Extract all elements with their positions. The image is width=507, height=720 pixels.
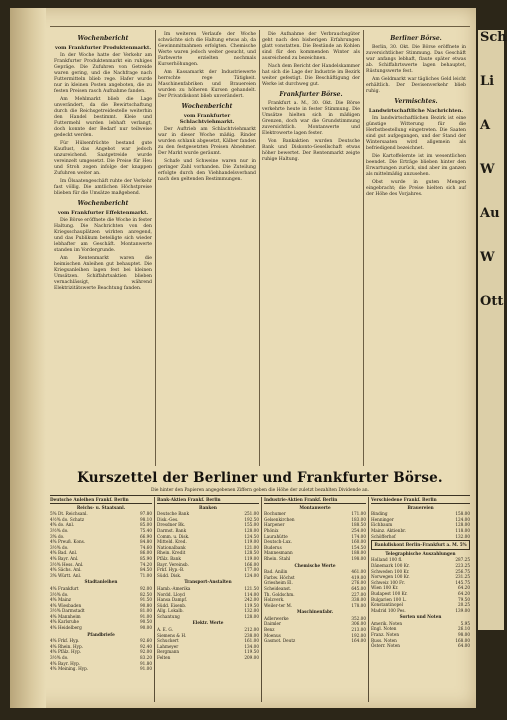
table-rule-vertical xyxy=(261,497,262,702)
table-section-title: Banken xyxy=(199,504,217,510)
security-name: Allg. Lokalb. xyxy=(157,608,184,614)
security-price: 183.00 xyxy=(351,516,366,522)
kurszettel-headline: Kurszettel der Berliner und Frankfurter Börse. xyxy=(77,470,443,486)
security-price: 119.50 xyxy=(244,649,259,655)
security-name: Mitteld. Kred. xyxy=(157,539,187,545)
stock-table-4 xyxy=(371,497,470,702)
security-price: 98.00 xyxy=(458,632,470,638)
security-name: Holland 100 fl. xyxy=(371,557,403,563)
adjacent-page-fragment: Sch xyxy=(480,30,507,45)
security-price: 75.40 xyxy=(140,527,152,533)
table-row xyxy=(264,603,366,609)
security-name: Henninger xyxy=(371,516,394,522)
security-price: 139.00 xyxy=(455,607,470,613)
section-heading: Berliner Börse. xyxy=(390,35,442,42)
table-header: Industrie-Aktien Frankf. Berlin xyxy=(264,497,366,504)
security-name: Bochumer xyxy=(264,511,286,517)
security-name: Amerik. Noten xyxy=(371,620,403,626)
security-price: 91.50 xyxy=(140,597,152,603)
article-paragraph: Nach dem Bericht der Handelskammer hat sich die Lage der Industrie im Bezirk weiter gefestigt. Die Beschäftigung der Werke ist durchweg gut. xyxy=(262,64,360,87)
security-price: 254.00 xyxy=(351,527,366,533)
security-name: Harpener xyxy=(264,522,285,528)
security-name: Schuckert xyxy=(157,638,179,644)
section-subheading: vom Frankfurter Produktenmarkt. xyxy=(54,45,152,51)
security-name: 4% do. Anl. xyxy=(50,522,75,528)
security-price: 174.00 xyxy=(351,533,366,539)
security-price: 251.00 xyxy=(244,511,259,517)
security-price: 81.00 xyxy=(140,608,152,614)
table-row xyxy=(371,643,470,649)
security-price: 223.25 xyxy=(455,562,470,568)
security-name: 3% do. xyxy=(50,533,65,539)
security-price: 82.50 xyxy=(140,591,152,597)
security-name: Phönix xyxy=(264,527,279,533)
table-section-title: Maschinenfabr. xyxy=(296,609,334,615)
security-price: 91.00 xyxy=(140,666,152,672)
security-price: 91.80 xyxy=(140,660,152,666)
security-name: Norwegen 100 Kr. xyxy=(371,574,410,580)
security-name: Siemens & H. xyxy=(157,632,187,638)
security-name: Deutsche Bank xyxy=(157,511,190,517)
security-price: 114.00 xyxy=(244,591,259,597)
stock-table-2 xyxy=(157,497,259,702)
security-price: 98.10 xyxy=(140,516,152,522)
security-name: Engl. Noten xyxy=(371,626,397,632)
stock-tables xyxy=(50,497,470,702)
article-paragraph: Im Ölsaatengeschäft ruhte der Verkehr fast völlig. Die amtlichen Höchstpreise blieben für die Umsätze maßgebend. xyxy=(54,179,152,196)
article-paragraph: Die Aufnahme der Verbrauchsgüter geht nach den bisherigen Erfahrungen glatt vonstatten. Die Bestände an Kohlen sind für den kommenden Winter als ausreichend zu bezeichnen. xyxy=(262,32,360,61)
security-price: 124.00 xyxy=(244,572,259,578)
security-price: 242.00 xyxy=(244,597,259,603)
article-paragraph: Am Rentenmarkt waren die heimischen Anleihen gut behauptet. Die Kriegsanleihen lagen fest bei kleinen Umsätzen. Schiffahrtsaktien blieben vernachlässigt, während Elektrizitätswerte Beachtung fanden. xyxy=(54,256,152,291)
security-price: 145.75 xyxy=(455,579,470,585)
security-name: Bad. Anilin xyxy=(264,569,288,575)
table-row xyxy=(371,534,470,540)
security-name: 4% Rhein. Hyp. xyxy=(50,643,84,649)
security-name: 4% Frankfurt xyxy=(50,585,79,591)
table-section-title: Pfandbriefe xyxy=(87,631,115,637)
security-price: 66.90 xyxy=(140,533,152,539)
security-name: Disk.-Ges. xyxy=(157,516,179,522)
security-name: Rhein. Kredit xyxy=(157,550,186,556)
security-price: 74.20 xyxy=(140,561,152,567)
security-price: 90.00 xyxy=(140,625,152,631)
security-name: Comm. u. Disk. xyxy=(157,533,190,539)
security-name: 4% Sächs. Anl. xyxy=(50,567,82,573)
security-name: 3½% Hess. Anl. xyxy=(50,561,84,567)
security-price: 124.00 xyxy=(455,516,470,522)
article-paragraph: Von Bankaktien wurden Deutsche Bank und Diskonto-Gesellschaft etwas höher bewertet. Der Rentenmarkt zeigte ruhige Haltung. xyxy=(262,139,360,162)
security-price: 84.50 xyxy=(140,567,152,573)
security-name: Südd. Disk. xyxy=(157,572,182,578)
security-name: Hamb.-Amerika xyxy=(157,585,191,591)
table-row xyxy=(264,638,366,644)
article-paragraph: Im landwirtschaftlichen Bezirk ist eine günstige Witterung für die Herbstbestellung eingetreten. Die Saaten sind gut aufgegangen, und der Stand der Wintersaaten wird allgemein als befriedigend bezeichnet. xyxy=(366,116,466,151)
table-row xyxy=(50,666,152,672)
security-name: 4% Heidelberg xyxy=(50,625,82,631)
table-rule-vertical xyxy=(368,497,369,702)
security-price: 231.25 xyxy=(455,574,470,580)
article-paragraph: Der Auftrieb am Schlachtviehmarkt war in dieser Woche mäßig. Rinder wurden schlank abgesetzt, Kälber fanden zu den festgesetzten Preisen Abnehmer. Der Markt wurde geräumt. xyxy=(158,127,256,156)
security-name: Benz xyxy=(264,627,275,633)
table-rule-vertical xyxy=(154,497,155,702)
security-price: 213.00 xyxy=(351,627,366,633)
security-price: 128.00 xyxy=(244,613,259,619)
security-name: Hansa Dampf. xyxy=(157,597,188,603)
article-paragraph: Im weiteren Verlaufe der Woche schwächte sich die Haltung etwas ab, da Gewinnmitnahmen erfolgten. Chemische Werte waren jedoch weiter gesucht, und Farbwerte erzielten nochmals Kurserhöhungen. xyxy=(158,32,256,67)
security-name: Franz. Noten xyxy=(371,632,400,638)
table-row xyxy=(50,625,152,631)
top-rule xyxy=(50,26,470,27)
security-price: 192.00 xyxy=(351,632,366,638)
security-name: Darmst. Bank xyxy=(157,527,187,533)
section-heading: Wochenbericht xyxy=(77,35,129,42)
table-row xyxy=(157,655,259,661)
security-price: 119.00 xyxy=(244,555,259,561)
security-name: Scheideanst. xyxy=(264,585,292,591)
security-price: 79.50 xyxy=(458,596,470,602)
security-price: 287.25 xyxy=(455,557,470,563)
security-name: A. E. G. xyxy=(157,627,173,633)
article-column-3 xyxy=(262,32,360,462)
security-price: 118.00 xyxy=(455,527,470,533)
adjacent-page-fragment: W xyxy=(480,162,495,177)
security-name: Griesheim El. xyxy=(264,580,293,586)
security-name: Daimler xyxy=(264,621,281,627)
security-name: 4% Pfälz. Hyp. xyxy=(50,649,82,655)
security-price: 128.00 xyxy=(244,527,259,533)
security-name: Gelsenkirchen xyxy=(264,516,295,522)
security-price: 128.50 xyxy=(244,550,259,556)
adjacent-page-fragment: Li xyxy=(480,74,495,89)
security-name: Deutsch-Lux. xyxy=(264,539,292,545)
kurszettel-subline: Die hinter den Papieren angegebenen Ziffern geben die Höhe der zuletzt bezahlten Dividende an. xyxy=(150,488,370,493)
adjacent-page-fragment: A xyxy=(480,118,491,133)
article-column-4 xyxy=(366,32,466,462)
security-name: 3½% do. xyxy=(50,544,69,550)
security-price: 171.00 xyxy=(351,511,366,517)
security-price: 256.75 xyxy=(455,568,470,574)
security-name: 3½% do. xyxy=(50,655,69,661)
security-price: 97.80 xyxy=(140,511,152,517)
security-name: Holzverk. xyxy=(264,597,285,603)
security-price: 64.00 xyxy=(458,643,470,649)
security-price: 124.50 xyxy=(244,533,259,539)
adjacent-page-fragment: Ott xyxy=(480,294,504,309)
security-price: 128.00 xyxy=(455,522,470,528)
security-name: 3½% do. xyxy=(50,591,69,597)
security-price: 91.00 xyxy=(140,613,152,619)
security-price: 121.00 xyxy=(244,544,259,550)
article-column-2 xyxy=(158,32,256,462)
security-name: 4% Karlsruhe xyxy=(50,619,79,625)
security-price: 74.60 xyxy=(140,544,152,550)
security-name: Pfälz. Bank xyxy=(157,555,181,561)
security-name: Russ. Noten xyxy=(371,637,397,643)
stock-table-1 xyxy=(50,497,152,702)
security-price: 352.00 xyxy=(351,615,366,621)
security-name: Schöfferhof xyxy=(371,533,396,539)
security-price: 84.80 xyxy=(140,539,152,545)
security-price: 119.50 xyxy=(244,602,259,608)
security-name: 4% Frkf. Hyp. xyxy=(50,638,80,644)
security-price: 90.80 xyxy=(140,602,152,608)
security-name: Österr. Noten xyxy=(371,643,400,649)
security-price: 155.00 xyxy=(244,522,259,528)
table-section-title: Elektr. Werte xyxy=(192,620,224,626)
security-price: 90.50 xyxy=(140,619,152,625)
security-name: 4% Mainz xyxy=(50,597,72,603)
security-price: 177.00 xyxy=(244,567,259,573)
column-rule xyxy=(155,30,156,466)
security-price: 85.90 xyxy=(140,555,152,561)
security-price: 209.00 xyxy=(244,655,259,661)
security-price: 121.50 xyxy=(244,585,259,591)
security-name: 4% Wiesbaden xyxy=(50,602,82,608)
adjacent-page-fragment: Au xyxy=(480,206,500,221)
security-name: Nationalbank xyxy=(157,544,186,550)
security-name: 3½% do. xyxy=(50,527,69,533)
article-paragraph: Für Hülsenfrüchte bestand gute Kauflust, das Angebot war jedoch unzureichend. Saatgetreide wurde vereinzelt umgesetzt. Die Preise für Heu und Stroh zogen infolge der knappen Zufuhren weiter an. xyxy=(54,141,152,176)
security-name: Adlerwerke xyxy=(264,615,289,621)
table-rule xyxy=(50,495,470,496)
security-price: 306.00 xyxy=(351,621,366,627)
security-price: 164.00 xyxy=(351,638,366,644)
section-subheading: vom Frankfurter Effektenmarkt. xyxy=(57,210,149,216)
security-price: 161.00 xyxy=(244,638,259,644)
security-price: 178.00 xyxy=(351,602,366,608)
table-section-title: Telegraphische Auszahlungen xyxy=(385,550,456,556)
security-price: 192.50 xyxy=(244,516,259,522)
security-name: Südd. Eisenb. xyxy=(157,602,187,608)
security-name: 4% Bayr. Anl. xyxy=(50,555,79,561)
article-paragraph: Am Mehlmarkt blieb die Lage unverändert, da die Bewirtschaftung durch die Reichsgetreidestelle weiterhin den Handel bestimmt. Kleie und Futtermehl wurden lebhaft verlangt, doch konnte der Bedarf nur teilweise gedeckt werden. xyxy=(54,97,152,138)
security-price: 132.00 xyxy=(455,533,470,539)
article-paragraph: In der Woche hatte der Verkehr am Frankfurter Produktenmarkt ein ruhiges Gepräge. Die Zufuhren von Getreide waren gering, und die Nachfrage nach Futtermitteln blieb rege. Hafer wurde nur in kleinen Posten angeboten, die zu festen Preisen rasch Aufnahme fanden. xyxy=(54,53,152,94)
section-heading: Wochenbericht xyxy=(77,200,129,207)
security-name: Budapest 100 Kr. xyxy=(371,590,408,596)
table-row xyxy=(264,556,366,562)
article-paragraph: Schafe und Schweine waren nur in geringer Zahl vorhanden. Die Zuteilung erfolgte durch den Viehhandelsverband nach den geltenden Bestimmungen. xyxy=(158,159,256,182)
security-name: Schantung xyxy=(157,613,180,619)
security-price: 166.00 xyxy=(244,561,259,567)
security-name: Farbw. Höchst xyxy=(264,574,295,580)
security-price: 26.10 xyxy=(458,626,470,632)
article-paragraph: Die Kartoffelernte ist im wesentlichen beendet. Die Erträge blieben hinter den Erwartungen zurück, sind aber im ganzen als mittelmäßig anzusehen. xyxy=(366,154,466,177)
table-header: Verschiedene Frankf. Berlin xyxy=(371,497,470,504)
security-price: 168.00 xyxy=(455,637,470,643)
security-name: Mainz. Aktienbr. xyxy=(371,527,407,533)
table-header: Deutsche Anleihen Frankf. Berlin xyxy=(50,497,152,504)
column-rule xyxy=(259,30,260,466)
newspaper-page xyxy=(10,8,476,708)
security-price: 645.00 xyxy=(351,585,366,591)
security-name: Madrid 100 Pes. xyxy=(371,607,406,613)
article-paragraph: Am Kassamarkt der Industriewerte herrschte rege Tätigkeit. Maschinenfabriken und Brauereien wurden zu höheren Kursen gehandelt. Der Privatdiskont blieb unverändert. xyxy=(158,70,256,99)
table-section-title: Sorten und Noten xyxy=(399,614,442,620)
security-name: Frkf. Hyp.-B. xyxy=(157,567,185,573)
security-name: 4% Bayr. Hyp. xyxy=(50,660,81,666)
security-price: 419.00 xyxy=(351,574,366,580)
table-section-title: Reichs- u. Staatsanl. xyxy=(76,504,126,510)
security-price: 92.00 xyxy=(140,585,152,591)
section-heading: Vermischtes. xyxy=(394,98,438,105)
article-column-1 xyxy=(54,32,152,462)
security-name: Bergmann xyxy=(157,649,180,655)
security-name: Moenus xyxy=(264,632,281,638)
security-price: 276.00 xyxy=(351,580,366,586)
security-name: Dresdner Bk. xyxy=(157,522,186,528)
security-name: Binding xyxy=(371,511,388,517)
security-name: Weiler-ter M. xyxy=(264,602,293,608)
security-name: 4% Meining. Hyp. xyxy=(50,666,89,672)
security-price: 160.00 xyxy=(351,539,366,545)
security-price: 238.00 xyxy=(244,632,259,638)
column-rule xyxy=(363,30,364,466)
security-name: 4½% do. Schatz xyxy=(50,516,85,522)
security-name: 4% Preuß. Kons. xyxy=(50,539,86,545)
security-price: 5.95 xyxy=(460,620,470,626)
security-name: 5% Dt. Reichsanl. xyxy=(50,511,88,517)
security-name: 4% Bad. Anl. xyxy=(50,550,78,556)
security-price: 119.00 xyxy=(244,539,259,545)
security-name: Eichbaum xyxy=(371,522,393,528)
table-row xyxy=(371,608,470,614)
security-name: Schweden 100 Kr. xyxy=(371,568,410,574)
table-row xyxy=(157,614,259,620)
security-price: 71.00 xyxy=(140,572,152,578)
table-header: Bank-Aktien Frankf. Berlin xyxy=(157,497,259,504)
security-name: 3½% Darmstadt xyxy=(50,608,85,614)
security-price: 86.00 xyxy=(140,550,152,556)
security-price: 188.00 xyxy=(351,550,366,556)
table-section-title: Bankdiskont Berlin–Frankfurt a. M. 5% xyxy=(371,540,470,550)
security-price: 198.00 xyxy=(351,555,366,561)
security-name: 3% Württ. Anl. xyxy=(50,572,82,578)
security-name: Dänemark 100 Kr. xyxy=(371,562,410,568)
security-name: Bayr. Vereinsb. xyxy=(157,561,189,567)
article-paragraph: Die Börse eröffnete die Woche in fester Haltung. Die Nachrichten von den Kriegsschauplätzen wirkten anregend, und das Publikum beteiligte sich wieder lebhafter am Geschäft. Montanwerte standen im Vordergrunde. xyxy=(54,218,152,253)
security-name: Gasmot. Deutz xyxy=(264,638,296,644)
security-price: 154.50 xyxy=(351,544,366,550)
security-name: Bulgarien 100 L. xyxy=(371,596,407,602)
security-price: 134.00 xyxy=(244,643,259,649)
table-section-title: Montanwerte xyxy=(299,504,331,510)
section-heading: Wochenbericht xyxy=(181,103,233,110)
section-subheading: Landwirtschaftliche Nachrichten. xyxy=(368,108,464,114)
table-section-title: Stadtanleihen xyxy=(84,579,118,585)
security-price: 212.00 xyxy=(244,627,259,633)
security-name: 4% Mannheim xyxy=(50,613,81,619)
article-paragraph: Am Geldmarkt war tägliches Geld leicht erhältlich. Der Devisenverkehr blieb ruhig. xyxy=(366,77,466,94)
security-price: 92.00 xyxy=(140,649,152,655)
security-price: 158.00 xyxy=(455,511,470,517)
table-section-title: Chemische Werte xyxy=(294,562,336,568)
security-price: 338.00 xyxy=(351,597,366,603)
security-name: Konstantinopel xyxy=(371,602,403,608)
security-name: Rhein. Stahl xyxy=(264,555,291,561)
security-price: 227.00 xyxy=(351,591,366,597)
article-paragraph: Obst wurde in guten Mengen eingebracht; die Preise hielten sich auf der Höhe des Vorjahres. xyxy=(366,180,466,197)
security-name: Buderus xyxy=(264,544,282,550)
adjacent-page-strip xyxy=(478,30,507,630)
table-section-title: Transport-Anstalten xyxy=(184,579,232,585)
security-price: 461.00 xyxy=(351,569,366,575)
security-price: 64.20 xyxy=(458,590,470,596)
page-gutter xyxy=(10,8,46,708)
article-paragraph: Frankfurt a. M., 30. Okt. Die Börse verkehrte heute in fester Stimmung. Die Umsätze hielten sich in mäßigen Grenzen, doch war die Grundstimmung zuversichtlich. Montanwerte und Elektrowerte lagen fester. xyxy=(262,101,360,136)
table-row xyxy=(157,573,259,579)
table-row xyxy=(50,573,152,579)
stock-table-3 xyxy=(264,497,366,702)
security-price: 92.60 xyxy=(140,638,152,644)
security-name: Nordd. Lloyd xyxy=(157,591,185,597)
security-price: 92.40 xyxy=(140,643,152,649)
adjacent-page-fragment: W xyxy=(480,250,495,265)
security-price: 20.25 xyxy=(458,602,470,608)
security-name: Mannesmann xyxy=(264,550,293,556)
security-name: Felten xyxy=(157,655,171,661)
security-name: Lahmeyer xyxy=(157,643,179,649)
section-heading: Frankfurter Börse. xyxy=(279,91,343,98)
security-price: 64.20 xyxy=(458,585,470,591)
section-subheading: vom Frankfurter Schlachtviehmarkt. xyxy=(179,113,235,125)
security-name: Laurahütte xyxy=(264,533,288,539)
security-name: Wien 100 Kr. xyxy=(371,585,399,591)
security-price: 85.00 xyxy=(140,522,152,528)
security-name: Th. Goldschm. xyxy=(264,591,295,597)
security-price: 188.50 xyxy=(351,522,366,528)
article-paragraph: Berlin, 30. Okt. Die Börse eröffnete in zuversichtlicher Stimmung. Das Geschäft war anfangs lebhaft, flaute später etwas ab. Schiffahrtswerte lagen behauptet, Rüstungswerte fest. xyxy=(366,45,466,74)
table-section-title: Brauereien xyxy=(407,504,434,510)
security-price: 132.00 xyxy=(244,608,259,614)
security-name: Schweiz 100 Fr. xyxy=(371,579,405,585)
security-price: 83.20 xyxy=(140,655,152,661)
